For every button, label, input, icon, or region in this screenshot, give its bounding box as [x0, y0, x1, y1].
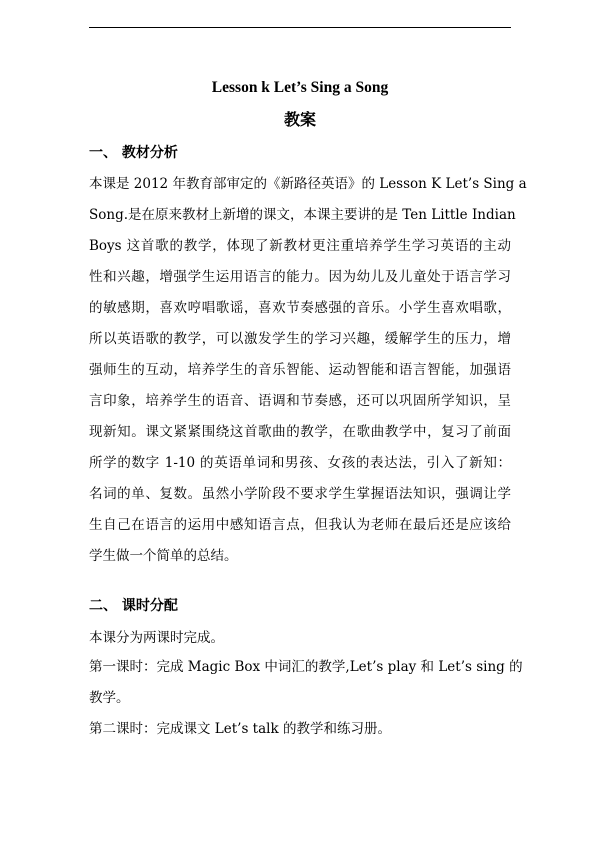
- paragraph-line: 所学的数字 1-10 的英语单词和男孩、女孩的表达法，引入了新知：: [89, 455, 511, 471]
- paragraph-line: 第一课时：完成 Magic Box 中词汇的教学,Let’s play 和 Let’s sing 的: [89, 659, 523, 675]
- document-subtitle: 教案: [283, 110, 316, 129]
- paragraph-line: 所以英语歌的教学，可以激发学生的学习兴趣，缓解学生的压力，增: [89, 331, 511, 347]
- paragraph-line: 教学。: [89, 690, 130, 706]
- paragraph-line: 第二课时：完成课文 Let’s talk 的教学和练习册。: [89, 721, 391, 737]
- paragraph-line: 生自己在语言的运用中感知语言点，但我认为老师在最后还是应该给: [89, 517, 511, 533]
- section-heading-lesson-allocation: 二、 课时分配: [89, 598, 178, 614]
- paragraph-line: 言印象，培养学生的语音、语调和节奏感，还可以巩固所学知识，呈: [89, 393, 511, 409]
- paragraph-line: 性和兴趣，增强学生运用语言的能力。因为幼儿及儿童处于语言学习: [89, 269, 511, 285]
- document-title: Lesson k Let’s Sing a Song: [211, 79, 389, 96]
- paragraph-line: 本课分为两课时完成。: [89, 630, 224, 646]
- section-heading-textbook-analysis: 一、 教材分析: [89, 145, 178, 161]
- paragraph-line: 的敏感期，喜欢哼唱歌谣，喜欢节奏感强的音乐。小学生喜欢唱歌，: [89, 300, 511, 316]
- paragraph-line: 学生做一个简单的总结。: [89, 548, 238, 564]
- paragraph-line: 现新知。课文紧紧围绕这首歌曲的教学，在歌曲教学中，复习了前面: [89, 424, 511, 440]
- header-rule: [89, 27, 511, 28]
- paragraph-line: Song.是在原来教材上新增的课文，本课主要讲的是 Ten Little Indian: [89, 207, 516, 223]
- paragraph-line: 本课是 2012 年教育部审定的《新路径英语》的 Lesson K Let’s Sing a: [89, 176, 527, 192]
- paragraph-line: 强师生的互动，培养学生的音乐智能、运动智能和语言智能，加强语: [89, 362, 511, 378]
- paragraph-line: Boys 这首歌的教学，体现了新教材更注重培养学生学习英语的主动: [89, 238, 511, 254]
- paragraph-line: 名词的单、复数。虽然小学阶段不要求学生掌握语法知识，强调让学: [89, 486, 511, 502]
